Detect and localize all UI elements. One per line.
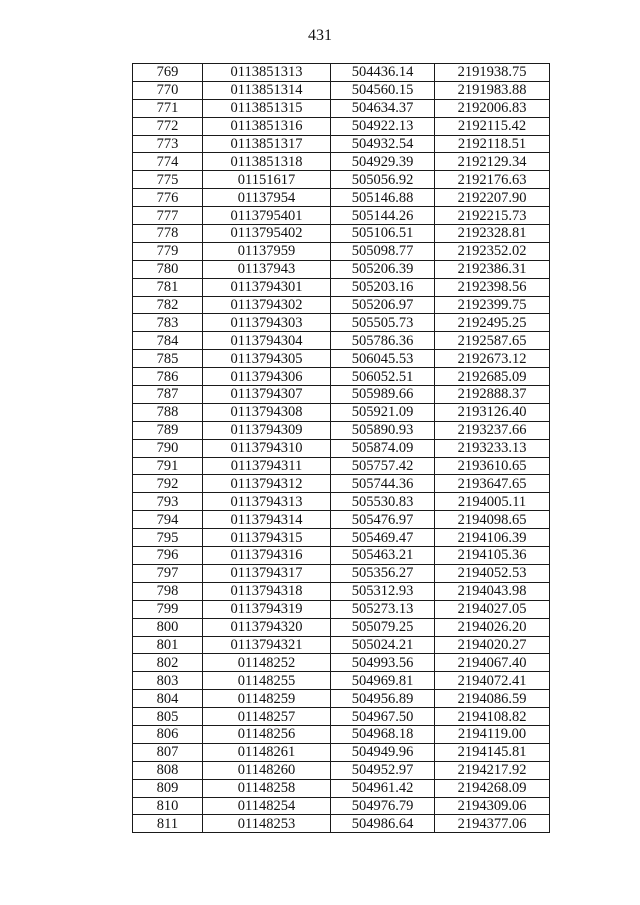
y-coordinate-cell: 2194145.81 [435,743,550,761]
y-coordinate-cell: 2191983.88 [435,81,550,99]
table-row [133,260,550,278]
table-row [133,493,550,511]
y-coordinate-cell: 2194108.82 [435,708,550,726]
point-id-cell: 01148257 [203,708,331,726]
x-coordinate-cell: 505203.16 [331,278,435,296]
point-id-cell: 01137954 [203,189,331,207]
table-row [133,457,550,475]
table-row [133,225,550,243]
y-coordinate-cell: 2192215.73 [435,207,550,225]
point-id-cell: 0113794317 [203,564,331,582]
point-number-cell: 802 [133,654,203,672]
x-coordinate-cell: 505874.09 [331,439,435,457]
point-id-cell: 0113851318 [203,153,331,171]
point-id-cell: 01148255 [203,672,331,690]
point-number-cell: 796 [133,547,203,565]
point-number-cell: 798 [133,582,203,600]
point-number-cell: 771 [133,99,203,117]
point-id-cell: 0113794309 [203,421,331,439]
x-coordinate-cell: 505505.73 [331,314,435,332]
y-coordinate-cell: 2193610.65 [435,457,550,475]
y-coordinate-cell: 2194377.06 [435,815,550,833]
point-id-cell: 0113794312 [203,475,331,493]
point-number-cell: 808 [133,761,203,779]
x-coordinate-cell: 505890.93 [331,421,435,439]
point-number-cell: 811 [133,815,203,833]
point-number-cell: 790 [133,439,203,457]
point-number-cell: 807 [133,743,203,761]
table-row [133,582,550,600]
table-row [133,278,550,296]
point-number-cell: 769 [133,64,203,82]
x-coordinate-cell: 504968.18 [331,725,435,743]
x-coordinate-cell: 504993.56 [331,654,435,672]
point-number-cell: 795 [133,529,203,547]
point-id-cell: 01137943 [203,260,331,278]
y-coordinate-cell: 2194119.00 [435,725,550,743]
table-row [133,117,550,135]
y-coordinate-cell: 2193647.65 [435,475,550,493]
x-coordinate-cell: 505744.36 [331,475,435,493]
point-id-cell: 01148259 [203,690,331,708]
table-row [133,690,550,708]
table-row [133,761,550,779]
x-coordinate-cell: 505056.92 [331,171,435,189]
y-coordinate-cell: 2192386.31 [435,260,550,278]
y-coordinate-cell: 2192685.09 [435,368,550,386]
point-id-cell: 01151617 [203,171,331,189]
table-row [133,743,550,761]
table-row [133,368,550,386]
table-row [133,386,550,404]
table-row [133,815,550,833]
point-number-cell: 800 [133,618,203,636]
table-row [133,332,550,350]
point-number-cell: 788 [133,403,203,421]
coordinates-table [132,63,550,833]
x-coordinate-cell: 504961.42 [331,779,435,797]
table-row [133,171,550,189]
point-number-cell: 772 [133,117,203,135]
point-number-cell: 791 [133,457,203,475]
x-coordinate-cell: 505273.13 [331,600,435,618]
point-id-cell: 01137959 [203,242,331,260]
point-number-cell: 799 [133,600,203,618]
table-row [133,421,550,439]
table-row [133,153,550,171]
table-row [133,207,550,225]
point-number-cell: 781 [133,278,203,296]
table-row [133,439,550,457]
point-id-cell: 01148256 [203,725,331,743]
point-number-cell: 797 [133,564,203,582]
point-id-cell: 0113851313 [203,64,331,82]
y-coordinate-cell: 2192115.42 [435,117,550,135]
point-number-cell: 773 [133,135,203,153]
point-id-cell: 0113794319 [203,600,331,618]
table-row [133,779,550,797]
table-row [133,547,550,565]
x-coordinate-cell: 504967.50 [331,708,435,726]
x-coordinate-cell: 504560.15 [331,81,435,99]
y-coordinate-cell: 2192176.63 [435,171,550,189]
point-id-cell: 0113795401 [203,207,331,225]
x-coordinate-cell: 504952.97 [331,761,435,779]
point-id-cell: 01148253 [203,815,331,833]
table-row [133,618,550,636]
y-coordinate-cell: 2192673.12 [435,350,550,368]
point-id-cell: 0113794305 [203,350,331,368]
y-coordinate-cell: 2192352.02 [435,242,550,260]
point-number-cell: 794 [133,511,203,529]
x-coordinate-cell: 505757.42 [331,457,435,475]
x-coordinate-cell: 505530.83 [331,493,435,511]
table-row [133,564,550,582]
point-number-cell: 804 [133,690,203,708]
x-coordinate-cell: 505206.39 [331,260,435,278]
x-coordinate-cell: 504956.89 [331,690,435,708]
point-id-cell: 0113794314 [203,511,331,529]
x-coordinate-cell: 504969.81 [331,672,435,690]
point-number-cell: 774 [133,153,203,171]
y-coordinate-cell: 2193126.40 [435,403,550,421]
x-coordinate-cell: 505144.26 [331,207,435,225]
y-coordinate-cell: 2192006.83 [435,99,550,117]
point-number-cell: 792 [133,475,203,493]
table-row [133,296,550,314]
point-id-cell: 0113794310 [203,439,331,457]
y-coordinate-cell: 2194072.41 [435,672,550,690]
table-row [133,600,550,618]
point-id-cell: 0113794308 [203,403,331,421]
y-coordinate-cell: 2194106.39 [435,529,550,547]
y-coordinate-cell: 2194217.92 [435,761,550,779]
point-number-cell: 778 [133,225,203,243]
y-coordinate-cell: 2191938.75 [435,64,550,82]
point-number-cell: 779 [133,242,203,260]
point-id-cell: 0113794306 [203,368,331,386]
y-coordinate-cell: 2194005.11 [435,493,550,511]
y-coordinate-cell: 2194309.06 [435,797,550,815]
y-coordinate-cell: 2192398.56 [435,278,550,296]
point-number-cell: 782 [133,296,203,314]
point-id-cell: 01148258 [203,779,331,797]
x-coordinate-cell: 506045.53 [331,350,435,368]
point-id-cell: 01148252 [203,654,331,672]
x-coordinate-cell: 505079.25 [331,618,435,636]
point-id-cell: 01148254 [203,797,331,815]
y-coordinate-cell: 2194067.40 [435,654,550,672]
y-coordinate-cell: 2194027.05 [435,600,550,618]
point-number-cell: 793 [133,493,203,511]
point-id-cell: 0113851317 [203,135,331,153]
point-id-cell: 0113794315 [203,529,331,547]
table-row [133,654,550,672]
x-coordinate-cell: 505921.09 [331,403,435,421]
table-body [133,64,550,833]
y-coordinate-cell: 2194086.59 [435,690,550,708]
x-coordinate-cell: 505024.21 [331,636,435,654]
point-number-cell: 805 [133,708,203,726]
x-coordinate-cell: 504986.64 [331,815,435,833]
point-number-cell: 806 [133,725,203,743]
table-row [133,403,550,421]
point-number-cell: 777 [133,207,203,225]
point-id-cell: 01148261 [203,743,331,761]
x-coordinate-cell: 504932.54 [331,135,435,153]
table-row [133,725,550,743]
y-coordinate-cell: 2194020.27 [435,636,550,654]
table-row [133,636,550,654]
point-number-cell: 780 [133,260,203,278]
x-coordinate-cell: 505989.66 [331,386,435,404]
table-row [133,81,550,99]
point-id-cell: 0113794307 [203,386,331,404]
table-row [133,672,550,690]
point-number-cell: 784 [133,332,203,350]
x-coordinate-cell: 504436.14 [331,64,435,82]
point-id-cell: 0113795402 [203,225,331,243]
point-number-cell: 776 [133,189,203,207]
x-coordinate-cell: 505469.47 [331,529,435,547]
table-row [133,475,550,493]
x-coordinate-cell: 504949.96 [331,743,435,761]
point-number-cell: 789 [133,421,203,439]
x-coordinate-cell: 506052.51 [331,368,435,386]
point-id-cell: 0113794318 [203,582,331,600]
point-number-cell: 809 [133,779,203,797]
table-row [133,529,550,547]
table-row [133,242,550,260]
y-coordinate-cell: 2192328.81 [435,225,550,243]
table-row [133,99,550,117]
y-coordinate-cell: 2193237.66 [435,421,550,439]
point-number-cell: 775 [133,171,203,189]
y-coordinate-cell: 2192587.65 [435,332,550,350]
y-coordinate-cell: 2194026.20 [435,618,550,636]
table-row [133,350,550,368]
y-coordinate-cell: 2192399.75 [435,296,550,314]
y-coordinate-cell: 2194268.09 [435,779,550,797]
x-coordinate-cell: 504922.13 [331,117,435,135]
x-coordinate-cell: 505146.88 [331,189,435,207]
table-row [133,64,550,82]
y-coordinate-cell: 2194098.65 [435,511,550,529]
point-id-cell: 0113794320 [203,618,331,636]
table-row [133,135,550,153]
y-coordinate-cell: 2193233.13 [435,439,550,457]
point-number-cell: 801 [133,636,203,654]
x-coordinate-cell: 505356.27 [331,564,435,582]
x-coordinate-cell: 504929.39 [331,153,435,171]
table-row [133,511,550,529]
point-number-cell: 770 [133,81,203,99]
y-coordinate-cell: 2192495.25 [435,314,550,332]
y-coordinate-cell: 2192888.37 [435,386,550,404]
table-row [133,189,550,207]
point-number-cell: 785 [133,350,203,368]
point-id-cell: 0113794302 [203,296,331,314]
table-row [133,797,550,815]
x-coordinate-cell: 504976.79 [331,797,435,815]
table-row [133,314,550,332]
y-coordinate-cell: 2192118.51 [435,135,550,153]
x-coordinate-cell: 505786.36 [331,332,435,350]
x-coordinate-cell: 505206.97 [331,296,435,314]
point-id-cell: 0113794301 [203,278,331,296]
point-id-cell: 0113794316 [203,547,331,565]
table-row [133,708,550,726]
x-coordinate-cell: 505106.51 [331,225,435,243]
y-coordinate-cell: 2194052.53 [435,564,550,582]
point-number-cell: 786 [133,368,203,386]
point-id-cell: 0113794321 [203,636,331,654]
point-id-cell: 0113794304 [203,332,331,350]
point-number-cell: 783 [133,314,203,332]
point-number-cell: 810 [133,797,203,815]
y-coordinate-cell: 2194105.36 [435,547,550,565]
page-number: 431 [308,27,332,44]
x-coordinate-cell: 505312.93 [331,582,435,600]
x-coordinate-cell: 505098.77 [331,242,435,260]
y-coordinate-cell: 2192129.34 [435,153,550,171]
y-coordinate-cell: 2194043.98 [435,582,550,600]
x-coordinate-cell: 505476.97 [331,511,435,529]
x-coordinate-cell: 505463.21 [331,547,435,565]
point-id-cell: 0113794311 [203,457,331,475]
point-number-cell: 787 [133,386,203,404]
point-id-cell: 0113794303 [203,314,331,332]
y-coordinate-cell: 2192207.90 [435,189,550,207]
point-id-cell: 0113851314 [203,81,331,99]
point-number-cell: 803 [133,672,203,690]
point-id-cell: 01148260 [203,761,331,779]
x-coordinate-cell: 504634.37 [331,99,435,117]
point-id-cell: 0113851315 [203,99,331,117]
point-id-cell: 0113794313 [203,493,331,511]
point-id-cell: 0113851316 [203,117,331,135]
